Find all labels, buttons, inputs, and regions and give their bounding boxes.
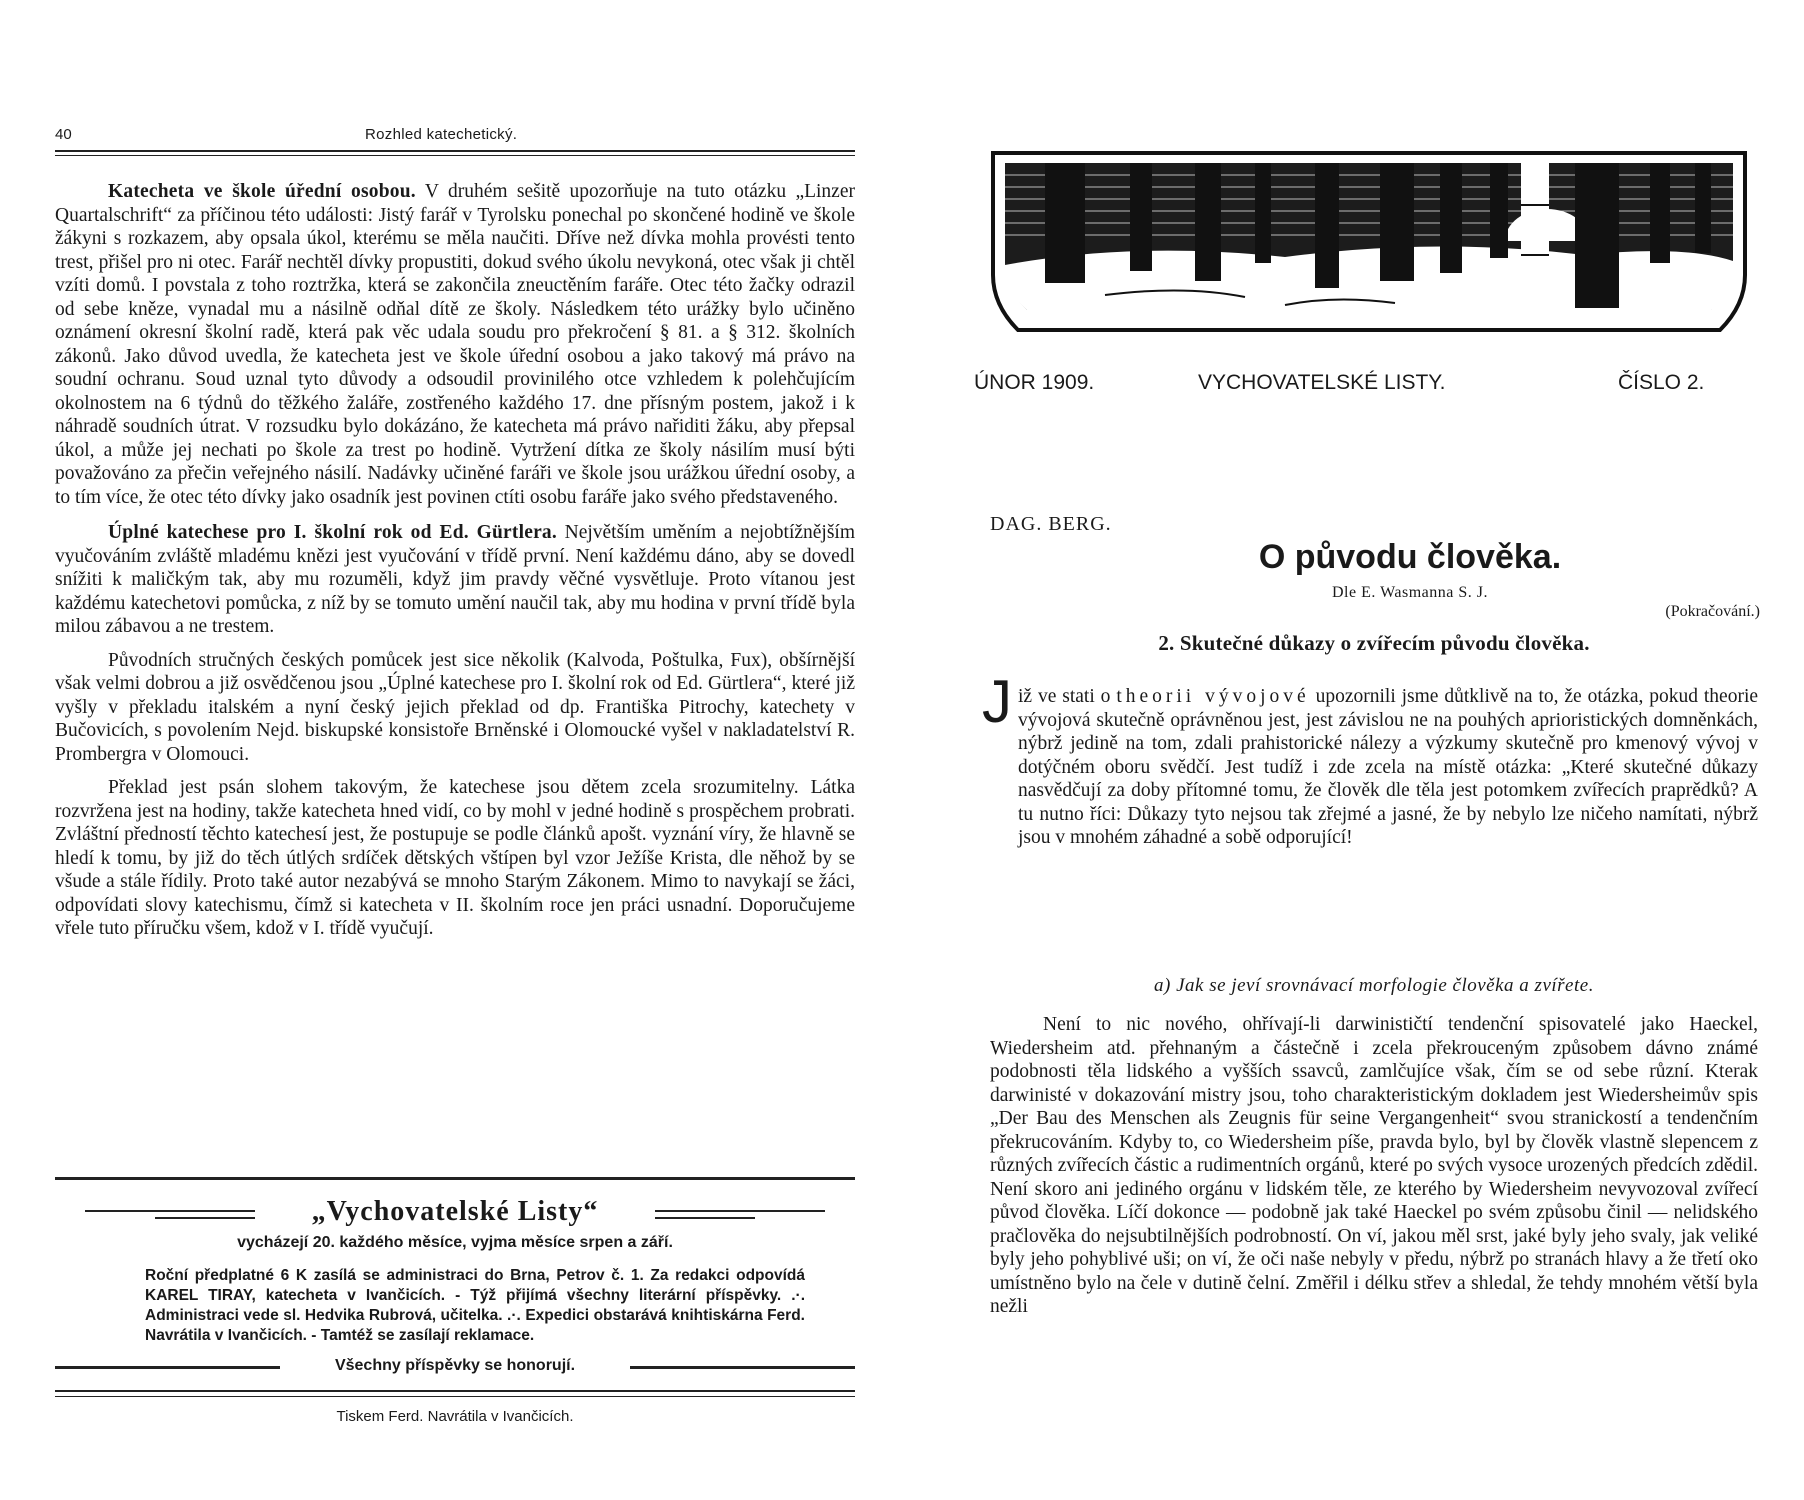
article-katecheta [55, 180, 855, 509]
ad-title: „Vychovatelské Listy“ [311, 1196, 599, 1227]
intro-paragraph [990, 685, 1758, 850]
page-number: 40 [55, 126, 72, 143]
running-title: Rozhled katechetický. [365, 126, 518, 143]
header-rule-thin [55, 155, 855, 156]
article-title: O původu člověka. [1258, 538, 1562, 576]
article-katechese [55, 521, 855, 639]
issue-number: ČÍSLO 2. [1618, 371, 1705, 394]
article-author: DAG. BERG. [990, 513, 1112, 535]
continued-note: (Pokračování.) [1665, 603, 1760, 620]
article-heading: Katecheta ve škole úřední osobou. [108, 181, 416, 202]
ad-top-rule [55, 1177, 855, 1180]
subsection-heading: a) Jak se jeví srovnávací morfologie člověka a zvířete. [1154, 975, 1594, 996]
intro-rest: upozornili jsme důtklivě na to, že otázka, pokud theorie vývojová skutečně oprávněnou jest, jest závislou ne na pouhých aprioristických domněnkách, nýbrž jedině na tom, zdali prahistorické nálezy a výzkumy skutečně pro kmenový vývoj v dotýčném oboru svědčí. Jest tudíž i zde zcela na místě otázka: „Které skutečné důkazy nasvědčují za doby přítomné tomu, že člověk dle těla jest potomkem zvířecích praprědků? A tu nutno říci: Důkazy tyto nejsou tak zřejmé a jasné, že by nebylo lze ničeho namítati, nýbrž jsou v mnohém záhadné a sobě odporující! [1018, 686, 1759, 848]
ornament-rule-right [630, 1366, 855, 1369]
ad-bottom-rule-thin [55, 1396, 855, 1397]
printer-credit: Tiskem Ferd. Navrátila v Ivančicích. [336, 1408, 574, 1425]
section-heading: 2. Skutečné důkazy o zvířecím původu člověka. [1158, 631, 1590, 655]
ad-honor-line: Všechny příspěvky se honorují. [334, 1357, 576, 1374]
right-page [900, 0, 1804, 1500]
article-paragraph: Překlad jest psán slohem takovým, že katechese jsou dětem zcela srozumitelny. Látka rozvržena jest na hodiny, takže katecheta hned vidí, co by mohl v jedné hodině s prospěchem probrati. Zvláštní předností těchto katechesí jest, že postupuje se podle článků apošt. vyznání víry, že hlavně se hledí k tomu, by již do těch útlých srdíček dětských vštípen byl vzor Ježíše Krista, dle něhož by se všude a stále řídily. Proto také autor nezabývá se mnoho Starým Zákonem. Mimo to navykají se žáci, odpovídati slovy katechismu, čímž si katecheta v II. školním roce jen práci usnadní. Doporučujeme vřele tuto příručku všem, kdož v I. třídě vyučují. [55, 777, 855, 939]
ad-issue-line: vycházejí 20. každého měsíce, vyjma měsíce srpen a září. [237, 1234, 673, 1251]
article-heading: Úplné katechese pro I. školní rok od Ed. Gürtlera. [108, 522, 557, 543]
spaced-term: theorii vývojové [1116, 686, 1310, 707]
article-text: V druhém sešitě upozorňuje na tuto otázku „Linzer Quartalschrift“ za příčinou této události: Jistý farář v Tyrolsku ponechal po skončené hodině ve škole žákyni s rozkazem, aby opsala úkol, kterému se měla naučiti. Dříve než dívka mohla provésti tento trest, přišel pro ni otec. Farář nechtěl dívky propustiti, dokud svého úkolu nevykoná, otec však ji chtěl vzíti domů. I povstala z toho roztržka, která se zakončila zneuctěním faráře. Otec této žačky odrazil od sebe kněze, vynadal mu a násilně odňal dítě ze školy. Následkem této urážky bylo učiněno oznámení okresní školní radě, která pak věc udala soudu pro překročení § 81. a § 312. školních zákonů. Jako důvod uvedla, že katecheta jest ve škole úřední osobou a jako takový má právo na soudní ochranu. Soud uznal tyto důvody a odsoudil provinilého otce vzhledem k polehčujícím okolnostem na 6 týdnů do těžkého žaláře, zostřeného každého 17. dne přísným postem, jakož i k náhradě soudních útrat. V rozsudku bylo dokázáno, že katecheta má právo nařiditi žáku, aby přepsal úkol, a může jej nechati po škole za trest po hodině. Vytržení dítka ze školy násilím musí býti považováno za přečin veřejného násilí. Nadávky učiněné faráři ve škole jsou urážkou úřední osoby, a to tím více, že otec této dívky jako osadník jest povinen ctíti osobu faráře jako svého představeného. [55, 181, 855, 508]
left-page [0, 0, 900, 1500]
intro-start: iž ve stati o [1018, 686, 1111, 707]
left-column-text [55, 180, 855, 941]
article-paragraph: Původních stručných českých pomůcek jest sice několik (Kalvoda, Poštulka, Fux), obšírnější však velmi dobrou a již osvědčenou jsou „Úplné katechese pro I. školní rok od Ed. Gürtlera“, které již vyšly v překladu italském a nyní český jejich překlad od dp. Františka Pitrochy, katechety v Bučovicích, s povolením Nejd. biskupské konsistoře Brněnské i Olomoucké vyšel v nakladatelství R. Prombergra v Olomouci. [55, 649, 855, 765]
right-body-text [990, 1013, 1758, 1319]
drop-cap: J [982, 668, 1012, 735]
header-rule [55, 150, 855, 152]
issue-month: ÚNOR 1909. [974, 371, 1095, 394]
forest-header-illustration [985, 145, 1753, 335]
running-header [55, 126, 855, 146]
article-text: Největším uměním a nejobtížnějším vyučováním zvláště mladému knězi jest vyučování v třídě první. Není každému dáno, aby se dovedl snížiti k maličkým tak, aby mu rozuměli, když jim pravdy věčné vysvětluje. Proto vítanou jest každému katechetovi pomůcka, z níž by se tomuto umění naučil tak, aby mu hodina v první třídě byla milou zábavou a ne trestem. [55, 522, 856, 637]
ad-bottom-rule [55, 1390, 855, 1392]
body-paragraph: Není to nic nového, ohřívají-li darwinističtí tendenční spisovatelé jako Haeckel, Wiedersheim atd. přehnaným a částečně i zcela překrouceným způsobem dávno známé podobnosti těla lidského a vyšších ssavců, zamlčujíce však, čím se od sebe různí. Kterak darwinisté v dokazování mistry jsou, toho charakteristickým dokladem jest Wiedersheimův spis „Der Bau des Menschen als Zeugnis für seine Vergangenheit“ svou stranickostí a tendenčním překrucováním. Kdyby to, co Wiedersheim píše, pravda bylo, byl by člověk vlastně slepencem z různých zvířecích částic a rudimentních orgánů, které po svých vysoce urozených předcích zdědil. Není skoro ani jediného orgánu v lidském těle, ze kterého by Wiedersheim nevyvozoval zvířecí původ člověka. Líčí dokonce — podobně jak také Haeckel po svém způsobu činil — nelidského pračlověka do nejsubtilnějších podrobností. On ví, jakou měl srst, jaké byly jeho svaly, jak veliké byly jeho pohyblivé uši; on ví, že oči naše nebyly v předu, nýbrž po stranách hlavy a že třetí oko umístněno bylo na čele v dutině čelní. Změřil i délku střev a shledal, že tehdy mnohém větší byla nežli [990, 1014, 1758, 1317]
article-source: Dle E. Wasmanna S. J. [1331, 584, 1488, 601]
ad-details: Roční předplatné 6 K zasílá se administraci do Brna, Petrov č. 1. Za redakci odpovídá KAREL TIRAY, katecheta v Ivančicích. - Týž přijímá všechny literární příspěvky. .·. Administraci vede sl. Hedvika Rubrová, učitelka. .·. Expedici obstarává knihtiskárna Ferd. Navrátila v Ivančicích. - Tamtéž se zasílají reklamace. [145, 1267, 805, 1344]
right-column-text [990, 685, 1758, 850]
journal-name: VYCHOVATELSKÉ LISTY. [1198, 371, 1446, 394]
